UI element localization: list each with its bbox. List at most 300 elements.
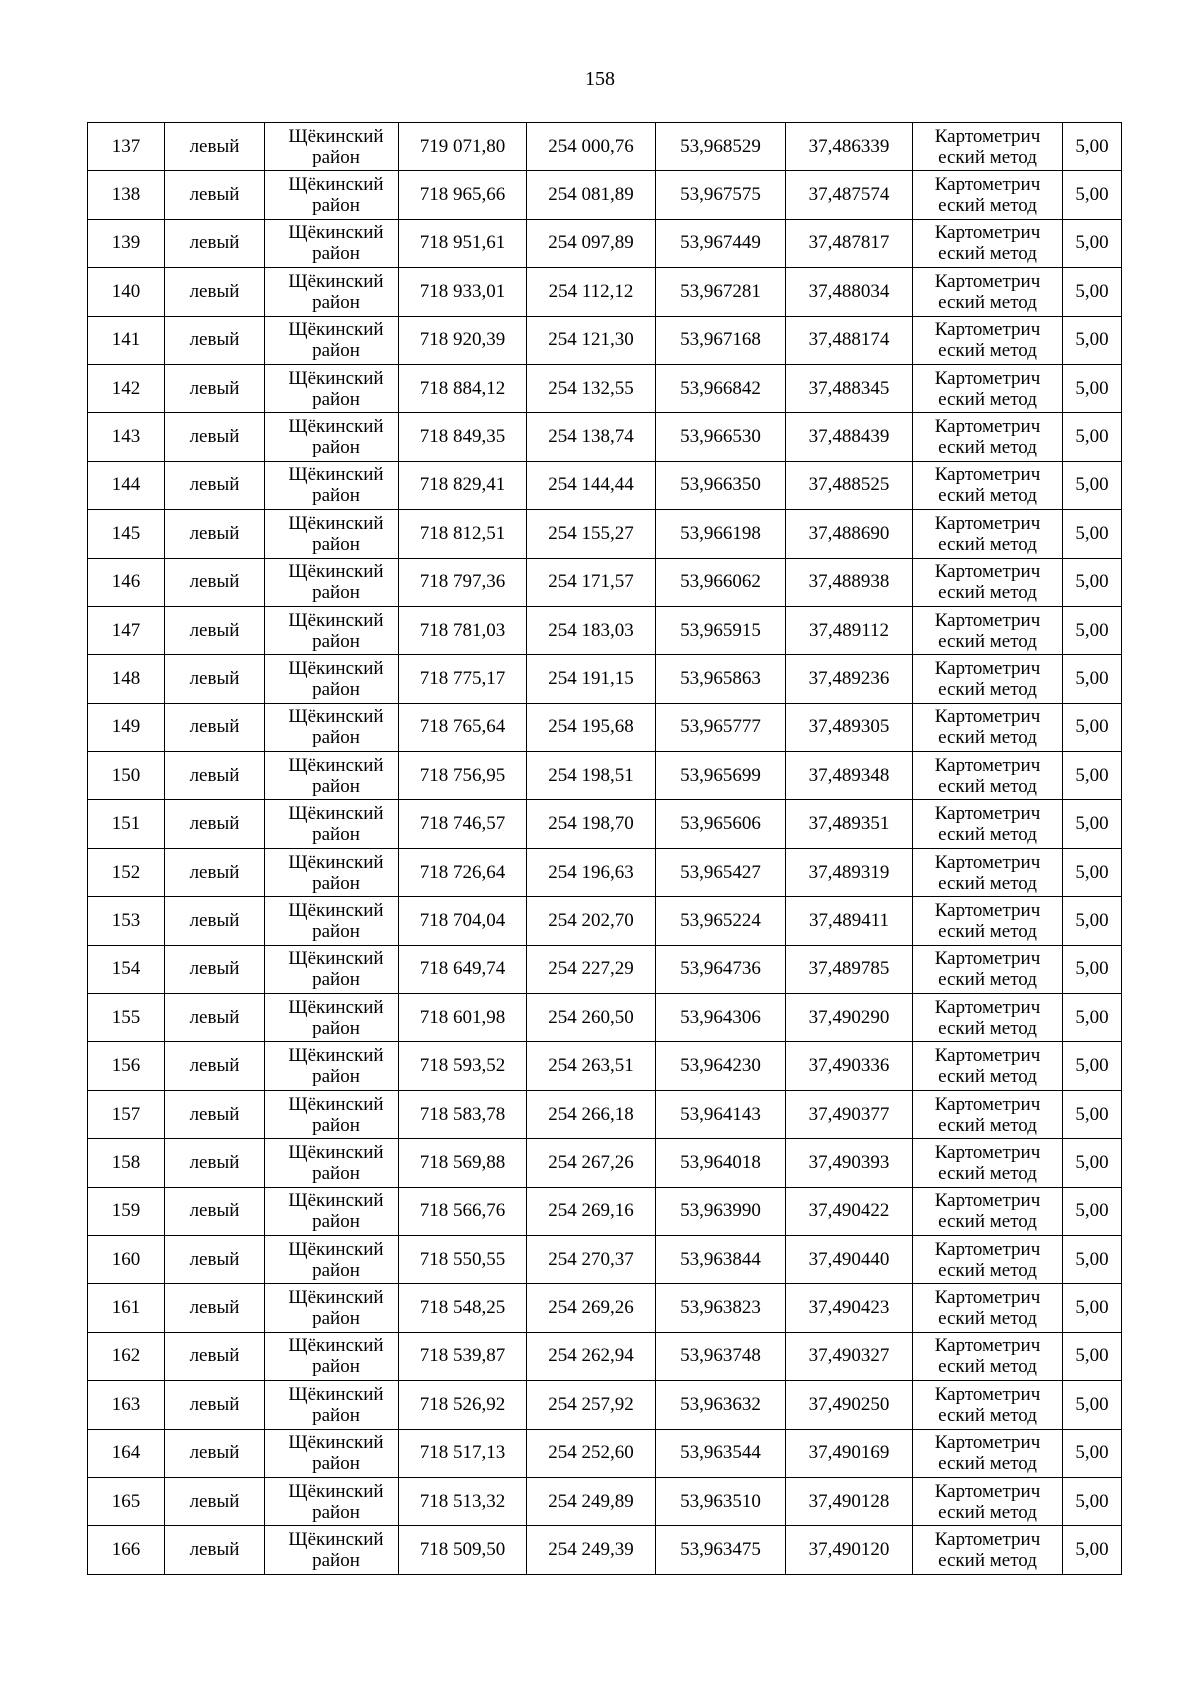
method-cell: Картометрич еский метод [913, 897, 1063, 945]
y-coordinate-cell: 254 121,30 [527, 316, 656, 364]
accuracy-cell: 5,00 [1063, 1477, 1122, 1525]
accuracy-cell: 5,00 [1063, 171, 1122, 219]
table-row [88, 123, 1122, 171]
latitude-cell: 53,965915 [656, 606, 786, 654]
latitude-cell: 53,965777 [656, 703, 786, 751]
longitude-cell: 37,488439 [786, 413, 913, 461]
x-coordinate-cell: 718 601,98 [399, 994, 527, 1042]
table-row [88, 1042, 1122, 1090]
district-cell: Щёкинский район [265, 510, 399, 558]
method-cell: Картометрич еский метод [913, 364, 1063, 412]
district-cell: Щёкинский район [265, 219, 399, 267]
method-cell: Картометрич еский метод [913, 1477, 1063, 1525]
method-cell: Картометрич еский метод [913, 316, 1063, 364]
point-number-cell: 161 [88, 1284, 165, 1332]
table-row [88, 1284, 1122, 1332]
y-coordinate-cell: 254 257,92 [527, 1381, 656, 1429]
district-cell: Щёкинский район [265, 123, 399, 171]
point-number-cell: 162 [88, 1332, 165, 1380]
x-coordinate-cell: 718 920,39 [399, 316, 527, 364]
latitude-cell: 53,963544 [656, 1429, 786, 1477]
x-coordinate-cell: 718 797,36 [399, 558, 527, 606]
point-number-cell: 140 [88, 268, 165, 316]
bank-side-cell: левый [165, 1042, 265, 1090]
latitude-cell: 53,965863 [656, 655, 786, 703]
method-cell: Картометрич еский метод [913, 123, 1063, 171]
latitude-cell: 53,967281 [656, 268, 786, 316]
accuracy-cell: 5,00 [1063, 752, 1122, 800]
table-row [88, 171, 1122, 219]
table-row [88, 994, 1122, 1042]
accuracy-cell: 5,00 [1063, 413, 1122, 461]
x-coordinate-cell: 718 566,76 [399, 1187, 527, 1235]
method-cell: Картометрич еский метод [913, 848, 1063, 896]
coordinates-table [87, 122, 1122, 1575]
bank-side-cell: левый [165, 268, 265, 316]
district-cell: Щёкинский район [265, 703, 399, 751]
accuracy-cell: 5,00 [1063, 897, 1122, 945]
accuracy-cell: 5,00 [1063, 1090, 1122, 1138]
bank-side-cell: левый [165, 558, 265, 606]
y-coordinate-cell: 254 112,12 [527, 268, 656, 316]
method-cell: Картометрич еский метод [913, 461, 1063, 509]
district-cell: Щёкинский район [265, 171, 399, 219]
accuracy-cell: 5,00 [1063, 558, 1122, 606]
longitude-cell: 37,490336 [786, 1042, 913, 1090]
district-cell: Щёкинский район [265, 800, 399, 848]
method-cell: Картометрич еский метод [913, 171, 1063, 219]
accuracy-cell: 5,00 [1063, 364, 1122, 412]
longitude-cell: 37,490423 [786, 1284, 913, 1332]
longitude-cell: 37,488034 [786, 268, 913, 316]
table-row [88, 1381, 1122, 1429]
longitude-cell: 37,488938 [786, 558, 913, 606]
method-cell: Картометрич еский метод [913, 1332, 1063, 1380]
bank-side-cell: левый [165, 1381, 265, 1429]
latitude-cell: 53,964018 [656, 1139, 786, 1187]
y-coordinate-cell: 254 266,18 [527, 1090, 656, 1138]
x-coordinate-cell: 718 965,66 [399, 171, 527, 219]
method-cell: Картометрич еский метод [913, 1042, 1063, 1090]
x-coordinate-cell: 718 829,41 [399, 461, 527, 509]
district-cell: Щёкинский район [265, 1332, 399, 1380]
method-cell: Картометрич еский метод [913, 752, 1063, 800]
accuracy-cell: 5,00 [1063, 123, 1122, 171]
x-coordinate-cell: 718 781,03 [399, 606, 527, 654]
latitude-cell: 53,964306 [656, 994, 786, 1042]
table-row [88, 1477, 1122, 1525]
bank-side-cell: левый [165, 219, 265, 267]
accuracy-cell: 5,00 [1063, 1429, 1122, 1477]
latitude-cell: 53,963510 [656, 1477, 786, 1525]
longitude-cell: 37,489785 [786, 945, 913, 993]
longitude-cell: 37,489348 [786, 752, 913, 800]
bank-side-cell: левый [165, 848, 265, 896]
bank-side-cell: левый [165, 994, 265, 1042]
point-number-cell: 142 [88, 364, 165, 412]
y-coordinate-cell: 254 144,44 [527, 461, 656, 509]
point-number-cell: 150 [88, 752, 165, 800]
table-row [88, 364, 1122, 412]
longitude-cell: 37,490440 [786, 1235, 913, 1283]
point-number-cell: 139 [88, 219, 165, 267]
latitude-cell: 53,964143 [656, 1090, 786, 1138]
longitude-cell: 37,487574 [786, 171, 913, 219]
accuracy-cell: 5,00 [1063, 1381, 1122, 1429]
accuracy-cell: 5,00 [1063, 703, 1122, 751]
point-number-cell: 148 [88, 655, 165, 703]
x-coordinate-cell: 718 884,12 [399, 364, 527, 412]
latitude-cell: 53,963748 [656, 1332, 786, 1380]
point-number-cell: 152 [88, 848, 165, 896]
longitude-cell: 37,488690 [786, 510, 913, 558]
table-row [88, 461, 1122, 509]
point-number-cell: 157 [88, 1090, 165, 1138]
district-cell: Щёкинский район [265, 268, 399, 316]
x-coordinate-cell: 718 583,78 [399, 1090, 527, 1138]
bank-side-cell: левый [165, 655, 265, 703]
district-cell: Щёкинский район [265, 1090, 399, 1138]
y-coordinate-cell: 254 263,51 [527, 1042, 656, 1090]
y-coordinate-cell: 254 269,16 [527, 1187, 656, 1235]
x-coordinate-cell: 718 704,04 [399, 897, 527, 945]
latitude-cell: 53,964736 [656, 945, 786, 993]
method-cell: Картометрич еский метод [913, 994, 1063, 1042]
longitude-cell: 37,489319 [786, 848, 913, 896]
point-number-cell: 164 [88, 1429, 165, 1477]
y-coordinate-cell: 254 132,55 [527, 364, 656, 412]
bank-side-cell: левый [165, 1477, 265, 1525]
table-row [88, 1139, 1122, 1187]
district-cell: Щёкинский район [265, 558, 399, 606]
point-number-cell: 151 [88, 800, 165, 848]
method-cell: Картометрич еский метод [913, 413, 1063, 461]
latitude-cell: 53,963475 [656, 1526, 786, 1574]
x-coordinate-cell: 718 526,92 [399, 1381, 527, 1429]
point-number-cell: 166 [88, 1526, 165, 1574]
x-coordinate-cell: 718 539,87 [399, 1332, 527, 1380]
bank-side-cell: левый [165, 1284, 265, 1332]
point-number-cell: 154 [88, 945, 165, 993]
y-coordinate-cell: 254 191,15 [527, 655, 656, 703]
district-cell: Щёкинский район [265, 1284, 399, 1332]
x-coordinate-cell: 718 513,32 [399, 1477, 527, 1525]
method-cell: Картометрич еский метод [913, 268, 1063, 316]
longitude-cell: 37,490327 [786, 1332, 913, 1380]
method-cell: Картометрич еский метод [913, 800, 1063, 848]
table-row [88, 945, 1122, 993]
point-number-cell: 144 [88, 461, 165, 509]
longitude-cell: 37,486339 [786, 123, 913, 171]
bank-side-cell: левый [165, 1139, 265, 1187]
district-cell: Щёкинский район [265, 945, 399, 993]
bank-side-cell: левый [165, 1332, 265, 1380]
table-row [88, 219, 1122, 267]
bank-side-cell: левый [165, 461, 265, 509]
method-cell: Картометрич еский метод [913, 1139, 1063, 1187]
accuracy-cell: 5,00 [1063, 268, 1122, 316]
x-coordinate-cell: 718 517,13 [399, 1429, 527, 1477]
table-row [88, 897, 1122, 945]
page-number: 158 [585, 68, 615, 90]
point-number-cell: 141 [88, 316, 165, 364]
district-cell: Щёкинский район [265, 1526, 399, 1574]
method-cell: Картометрич еский метод [913, 655, 1063, 703]
method-cell: Картометрич еский метод [913, 1090, 1063, 1138]
district-cell: Щёкинский район [265, 413, 399, 461]
longitude-cell: 37,489305 [786, 703, 913, 751]
point-number-cell: 163 [88, 1381, 165, 1429]
accuracy-cell: 5,00 [1063, 848, 1122, 896]
method-cell: Картометрич еский метод [913, 1381, 1063, 1429]
latitude-cell: 53,967168 [656, 316, 786, 364]
x-coordinate-cell: 718 775,17 [399, 655, 527, 703]
y-coordinate-cell: 254 249,89 [527, 1477, 656, 1525]
method-cell: Картометрич еский метод [913, 606, 1063, 654]
longitude-cell: 37,490169 [786, 1429, 913, 1477]
x-coordinate-cell: 718 593,52 [399, 1042, 527, 1090]
accuracy-cell: 5,00 [1063, 1187, 1122, 1235]
table-row [88, 1187, 1122, 1235]
x-coordinate-cell: 718 849,35 [399, 413, 527, 461]
point-number-cell: 146 [88, 558, 165, 606]
bank-side-cell: левый [165, 1526, 265, 1574]
point-number-cell: 160 [88, 1235, 165, 1283]
table-row [88, 510, 1122, 558]
method-cell: Картометрич еский метод [913, 510, 1063, 558]
longitude-cell: 37,490377 [786, 1090, 913, 1138]
table-row [88, 1429, 1122, 1477]
y-coordinate-cell: 254 260,50 [527, 994, 656, 1042]
table-row [88, 703, 1122, 751]
x-coordinate-cell: 718 726,64 [399, 848, 527, 896]
table-row [88, 1332, 1122, 1380]
table-row [88, 268, 1122, 316]
y-coordinate-cell: 254 252,60 [527, 1429, 656, 1477]
point-number-cell: 137 [88, 123, 165, 171]
bank-side-cell: левый [165, 123, 265, 171]
point-number-cell: 155 [88, 994, 165, 1042]
x-coordinate-cell: 718 933,01 [399, 268, 527, 316]
y-coordinate-cell: 254 183,03 [527, 606, 656, 654]
bank-side-cell: левый [165, 1187, 265, 1235]
bank-side-cell: левый [165, 606, 265, 654]
point-number-cell: 138 [88, 171, 165, 219]
y-coordinate-cell: 254 155,27 [527, 510, 656, 558]
district-cell: Щёкинский район [265, 461, 399, 509]
latitude-cell: 53,965606 [656, 800, 786, 848]
longitude-cell: 37,489351 [786, 800, 913, 848]
table-row [88, 558, 1122, 606]
district-cell: Щёкинский район [265, 1235, 399, 1283]
bank-side-cell: левый [165, 897, 265, 945]
longitude-cell: 37,490120 [786, 1526, 913, 1574]
method-cell: Картометрич еский метод [913, 1187, 1063, 1235]
longitude-cell: 37,488345 [786, 364, 913, 412]
x-coordinate-cell: 718 812,51 [399, 510, 527, 558]
latitude-cell: 53,963990 [656, 1187, 786, 1235]
bank-side-cell: левый [165, 752, 265, 800]
latitude-cell: 53,966198 [656, 510, 786, 558]
y-coordinate-cell: 254 081,89 [527, 171, 656, 219]
table-body [88, 123, 1122, 1575]
bank-side-cell: левый [165, 171, 265, 219]
point-number-cell: 145 [88, 510, 165, 558]
table-row [88, 1235, 1122, 1283]
method-cell: Картометрич еский метод [913, 703, 1063, 751]
method-cell: Картометрич еский метод [913, 1284, 1063, 1332]
table-row [88, 1526, 1122, 1574]
accuracy-cell: 5,00 [1063, 1332, 1122, 1380]
accuracy-cell: 5,00 [1063, 1284, 1122, 1332]
longitude-cell: 37,490290 [786, 994, 913, 1042]
latitude-cell: 53,968529 [656, 123, 786, 171]
x-coordinate-cell: 718 746,57 [399, 800, 527, 848]
district-cell: Щёкинский район [265, 1139, 399, 1187]
district-cell: Щёкинский район [265, 1429, 399, 1477]
accuracy-cell: 5,00 [1063, 800, 1122, 848]
y-coordinate-cell: 254 269,26 [527, 1284, 656, 1332]
accuracy-cell: 5,00 [1063, 945, 1122, 993]
latitude-cell: 53,966062 [656, 558, 786, 606]
latitude-cell: 53,963844 [656, 1235, 786, 1283]
latitude-cell: 53,965427 [656, 848, 786, 896]
accuracy-cell: 5,00 [1063, 1042, 1122, 1090]
district-cell: Щёкинский район [265, 994, 399, 1042]
x-coordinate-cell: 718 756,95 [399, 752, 527, 800]
x-coordinate-cell: 719 071,80 [399, 123, 527, 171]
x-coordinate-cell: 718 550,55 [399, 1235, 527, 1283]
point-number-cell: 156 [88, 1042, 165, 1090]
bank-side-cell: левый [165, 316, 265, 364]
district-cell: Щёкинский район [265, 364, 399, 412]
method-cell: Картометрич еский метод [913, 945, 1063, 993]
longitude-cell: 37,490250 [786, 1381, 913, 1429]
bank-side-cell: левый [165, 413, 265, 461]
longitude-cell: 37,489112 [786, 606, 913, 654]
district-cell: Щёкинский район [265, 897, 399, 945]
latitude-cell: 53,966530 [656, 413, 786, 461]
bank-side-cell: левый [165, 800, 265, 848]
y-coordinate-cell: 254 198,51 [527, 752, 656, 800]
y-coordinate-cell: 254 196,63 [527, 848, 656, 896]
accuracy-cell: 5,00 [1063, 606, 1122, 654]
x-coordinate-cell: 718 649,74 [399, 945, 527, 993]
longitude-cell: 37,489411 [786, 897, 913, 945]
longitude-cell: 37,489236 [786, 655, 913, 703]
district-cell: Щёкинский район [265, 316, 399, 364]
y-coordinate-cell: 254 262,94 [527, 1332, 656, 1380]
method-cell: Картометрич еский метод [913, 1526, 1063, 1574]
latitude-cell: 53,965224 [656, 897, 786, 945]
accuracy-cell: 5,00 [1063, 461, 1122, 509]
bank-side-cell: левый [165, 945, 265, 993]
district-cell: Щёкинский район [265, 1381, 399, 1429]
accuracy-cell: 5,00 [1063, 994, 1122, 1042]
table-row [88, 800, 1122, 848]
latitude-cell: 53,967449 [656, 219, 786, 267]
y-coordinate-cell: 254 195,68 [527, 703, 656, 751]
accuracy-cell: 5,00 [1063, 510, 1122, 558]
district-cell: Щёкинский район [265, 752, 399, 800]
point-number-cell: 143 [88, 413, 165, 461]
latitude-cell: 53,967575 [656, 171, 786, 219]
y-coordinate-cell: 254 000,76 [527, 123, 656, 171]
x-coordinate-cell: 718 765,64 [399, 703, 527, 751]
longitude-cell: 37,488525 [786, 461, 913, 509]
latitude-cell: 53,963823 [656, 1284, 786, 1332]
y-coordinate-cell: 254 227,29 [527, 945, 656, 993]
method-cell: Картометрич еский метод [913, 1235, 1063, 1283]
latitude-cell: 53,966842 [656, 364, 786, 412]
longitude-cell: 37,488174 [786, 316, 913, 364]
y-coordinate-cell: 254 171,57 [527, 558, 656, 606]
y-coordinate-cell: 254 138,74 [527, 413, 656, 461]
latitude-cell: 53,965699 [656, 752, 786, 800]
y-coordinate-cell: 254 097,89 [527, 219, 656, 267]
method-cell: Картометрич еский метод [913, 558, 1063, 606]
method-cell: Картометрич еский метод [913, 219, 1063, 267]
x-coordinate-cell: 718 569,88 [399, 1139, 527, 1187]
bank-side-cell: левый [165, 510, 265, 558]
point-number-cell: 159 [88, 1187, 165, 1235]
accuracy-cell: 5,00 [1063, 219, 1122, 267]
bank-side-cell: левый [165, 1429, 265, 1477]
x-coordinate-cell: 718 548,25 [399, 1284, 527, 1332]
table-row [88, 413, 1122, 461]
longitude-cell: 37,487817 [786, 219, 913, 267]
accuracy-cell: 5,00 [1063, 655, 1122, 703]
x-coordinate-cell: 718 509,50 [399, 1526, 527, 1574]
district-cell: Щёкинский район [265, 1477, 399, 1525]
bank-side-cell: левый [165, 1090, 265, 1138]
point-number-cell: 153 [88, 897, 165, 945]
district-cell: Щёкинский район [265, 606, 399, 654]
x-coordinate-cell: 718 951,61 [399, 219, 527, 267]
latitude-cell: 53,964230 [656, 1042, 786, 1090]
district-cell: Щёкинский район [265, 1042, 399, 1090]
table-row [88, 752, 1122, 800]
longitude-cell: 37,490422 [786, 1187, 913, 1235]
y-coordinate-cell: 254 270,37 [527, 1235, 656, 1283]
table-row [88, 1090, 1122, 1138]
latitude-cell: 53,963632 [656, 1381, 786, 1429]
y-coordinate-cell: 254 198,70 [527, 800, 656, 848]
table-row [88, 848, 1122, 896]
accuracy-cell: 5,00 [1063, 316, 1122, 364]
bank-side-cell: левый [165, 364, 265, 412]
bank-side-cell: левый [165, 1235, 265, 1283]
longitude-cell: 37,490393 [786, 1139, 913, 1187]
point-number-cell: 158 [88, 1139, 165, 1187]
method-cell: Картометрич еский метод [913, 1429, 1063, 1477]
accuracy-cell: 5,00 [1063, 1526, 1122, 1574]
district-cell: Щёкинский район [265, 848, 399, 896]
latitude-cell: 53,966350 [656, 461, 786, 509]
longitude-cell: 37,490128 [786, 1477, 913, 1525]
point-number-cell: 165 [88, 1477, 165, 1525]
table-row [88, 316, 1122, 364]
table-row [88, 606, 1122, 654]
y-coordinate-cell: 254 202,70 [527, 897, 656, 945]
y-coordinate-cell: 254 267,26 [527, 1139, 656, 1187]
bank-side-cell: левый [165, 703, 265, 751]
y-coordinate-cell: 254 249,39 [527, 1526, 656, 1574]
table-row [88, 655, 1122, 703]
district-cell: Щёкинский район [265, 1187, 399, 1235]
accuracy-cell: 5,00 [1063, 1235, 1122, 1283]
accuracy-cell: 5,00 [1063, 1139, 1122, 1187]
